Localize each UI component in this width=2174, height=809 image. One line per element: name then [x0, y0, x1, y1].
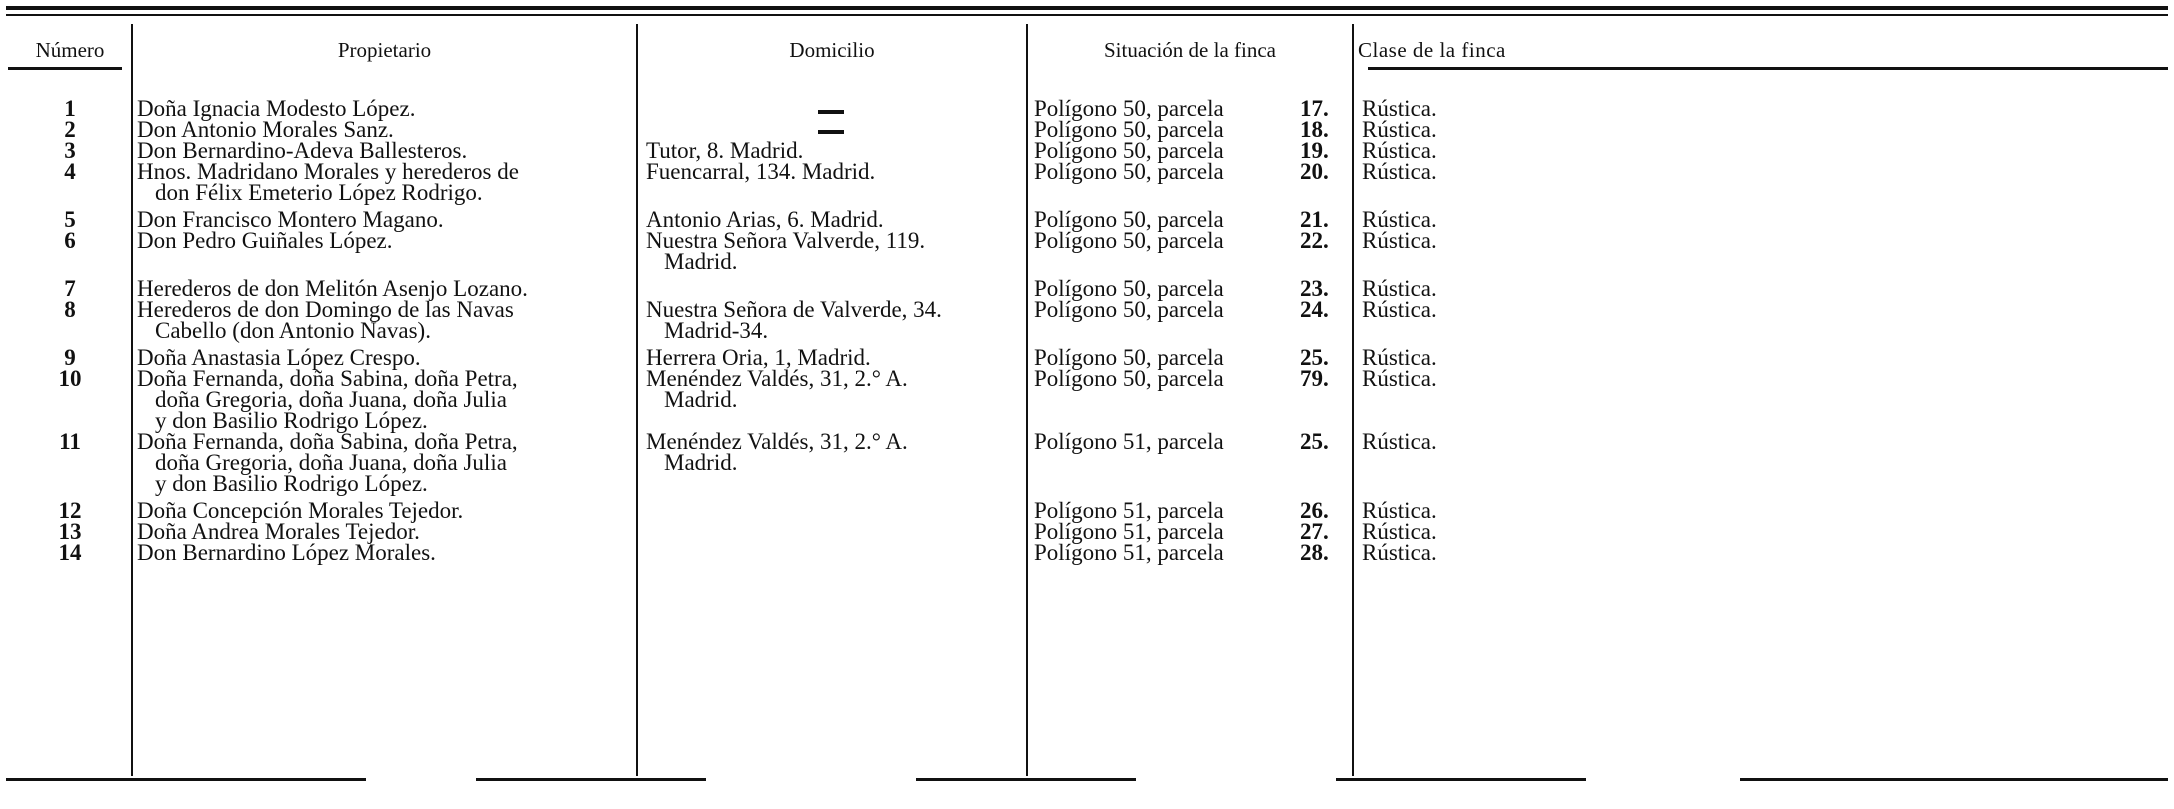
owner-name: y don Basilio Rodrigo López.	[155, 471, 428, 496]
owner-name: Don Bernardino López Morales.	[137, 540, 436, 565]
plot-location: Polígono 50, parcela	[1034, 228, 1224, 253]
plot-number: 18.	[1300, 117, 1329, 142]
column-divider	[131, 24, 133, 776]
owner-name: Don Pedro Guiñales López.	[137, 228, 393, 253]
address: Fuencarral, 134. Madrid.	[646, 159, 876, 184]
row-number: 14	[58, 540, 82, 565]
column-divider	[1352, 24, 1354, 776]
plot-number: 28.	[1300, 540, 1329, 565]
plot-number: 17.	[1300, 96, 1329, 121]
owner-name: Don Antonio Morales Sanz.	[137, 117, 394, 142]
address: Nuestra Señora de Valverde, 34.	[646, 297, 942, 322]
header-clase: Clase de la finca	[1358, 38, 1506, 62]
address-empty-mark	[818, 115, 828, 136]
owner-name: Doña Concepción Morales Tejedor.	[137, 498, 464, 523]
plot-location: Polígono 51, parcela	[1034, 540, 1224, 565]
row-number: 8	[64, 297, 76, 322]
address: Madrid-34.	[664, 318, 769, 343]
plot-number: 20.	[1300, 159, 1329, 184]
plot-class: Rústica.	[1362, 207, 1437, 232]
owner-name: Doña Anastasia López Crespo.	[137, 345, 421, 370]
plot-location: Polígono 50, parcela	[1034, 138, 1224, 163]
plot-number: 24.	[1300, 297, 1329, 322]
header-situacion: Situación de la finca	[1103, 38, 1277, 62]
address: Madrid.	[664, 387, 738, 412]
row-number: 6	[64, 228, 76, 253]
header-numero: Número	[35, 38, 105, 62]
plot-location: Polígono 50, parcela	[1034, 345, 1224, 370]
row-number: 12	[58, 498, 82, 523]
plot-number: 26.	[1300, 498, 1329, 523]
plot-class: Rústica.	[1362, 297, 1437, 322]
plot-class: Rústica.	[1362, 498, 1437, 523]
address: Herrera Oria, 1, Madrid.	[646, 345, 871, 370]
owner-name: y don Basilio Rodrigo López.	[155, 408, 428, 433]
row-number: 10	[58, 366, 82, 391]
address: Menéndez Valdés, 31, 2.° A.	[646, 366, 908, 391]
row-number: 1	[64, 96, 76, 121]
plot-number: 79.	[1300, 366, 1329, 391]
plot-number: 25.	[1300, 345, 1329, 370]
owner-name: Doña Ignacia Modesto López.	[137, 96, 416, 121]
address: Madrid.	[664, 249, 738, 274]
address-empty-mark	[818, 94, 828, 115]
plot-number: 22.	[1300, 228, 1329, 253]
row-number: 2	[64, 117, 76, 142]
owner-name: Doña Andrea Morales Tejedor.	[137, 519, 420, 544]
address: Madrid.	[664, 450, 738, 475]
plot-number: 25.	[1300, 429, 1329, 454]
row-number: 11	[59, 429, 81, 454]
plot-class: Rústica.	[1362, 519, 1437, 544]
owner-name: Herederos de don Domingo de las Navas	[137, 297, 514, 322]
bottom-rule	[1336, 778, 1586, 781]
plot-number: 23.	[1300, 276, 1329, 301]
header-domicilio: Domicilio	[789, 38, 875, 62]
row-number: 7	[64, 276, 76, 301]
column-divider	[636, 24, 638, 776]
row-number: 13	[58, 519, 82, 544]
plot-class: Rústica.	[1362, 228, 1437, 253]
plot-class: Rústica.	[1362, 540, 1437, 565]
bottom-rule	[1740, 778, 2168, 781]
row-number: 4	[64, 159, 76, 184]
address: Nuestra Señora Valverde, 119.	[646, 228, 926, 253]
owner-name: Herederos de don Melitón Asenjo Lozano.	[137, 276, 528, 301]
address: Menéndez Valdés, 31, 2.° A.	[646, 429, 908, 454]
address: Tutor, 8. Madrid.	[646, 138, 804, 163]
bottom-rule	[476, 778, 706, 781]
plot-location: Polígono 51, parcela	[1034, 519, 1224, 544]
header-underline	[1368, 67, 2168, 70]
header-underline	[8, 67, 122, 70]
bottom-rule	[916, 778, 1136, 781]
bottom-rule	[6, 778, 366, 781]
plot-location: Polígono 50, parcela	[1034, 276, 1224, 301]
plot-class: Rústica.	[1362, 138, 1437, 163]
owner-name: Hnos. Madridano Morales y herederos de	[137, 159, 519, 184]
plot-location: Polígono 51, parcela	[1034, 498, 1224, 523]
plot-location: Polígono 50, parcela	[1034, 159, 1224, 184]
plot-location: Polígono 50, parcela	[1034, 297, 1224, 322]
plot-number: 27.	[1300, 519, 1329, 544]
top-rule-thick	[6, 6, 2168, 10]
owner-name: Don Bernardino-Adeva Ballesteros.	[137, 138, 468, 163]
owner-name: Doña Fernanda, doña Sabina, doña Petra,	[137, 366, 518, 391]
plot-location: Polígono 50, parcela	[1034, 366, 1224, 391]
plot-number: 19.	[1300, 138, 1329, 163]
row-number: 3	[64, 138, 76, 163]
plot-class: Rústica.	[1362, 96, 1437, 121]
column-divider	[1026, 24, 1028, 776]
owner-name: don Félix Emeterio López Rodrigo.	[155, 180, 483, 205]
address: Antonio Arias, 6. Madrid.	[646, 207, 884, 232]
row-number: 5	[64, 207, 76, 232]
owner-name: Don Francisco Montero Magano.	[137, 207, 444, 232]
plot-location: Polígono 50, parcela	[1034, 207, 1224, 232]
plot-location: Polígono 50, parcela	[1034, 117, 1224, 142]
plot-location: Polígono 50, parcela	[1034, 96, 1224, 121]
header-propietario: Propietario	[337, 38, 432, 62]
owner-name: doña Gregoria, doña Juana, doña Julia	[155, 450, 507, 475]
owner-name: Cabello (don Antonio Navas).	[155, 318, 431, 343]
plot-location: Polígono 51, parcela	[1034, 429, 1224, 454]
plot-number: 21.	[1300, 207, 1329, 232]
owner-name: Doña Fernanda, doña Sabina, doña Petra,	[137, 429, 518, 454]
plot-class: Rústica.	[1362, 345, 1437, 370]
plot-class: Rústica.	[1362, 276, 1437, 301]
row-number: 9	[64, 345, 76, 370]
owner-name: doña Gregoria, doña Juana, doña Julia	[155, 387, 507, 412]
plot-class: Rústica.	[1362, 366, 1437, 391]
plot-class: Rústica.	[1362, 159, 1437, 184]
plot-class: Rústica.	[1362, 117, 1437, 142]
top-rule-thin	[6, 14, 2168, 16]
plot-class: Rústica.	[1362, 429, 1437, 454]
